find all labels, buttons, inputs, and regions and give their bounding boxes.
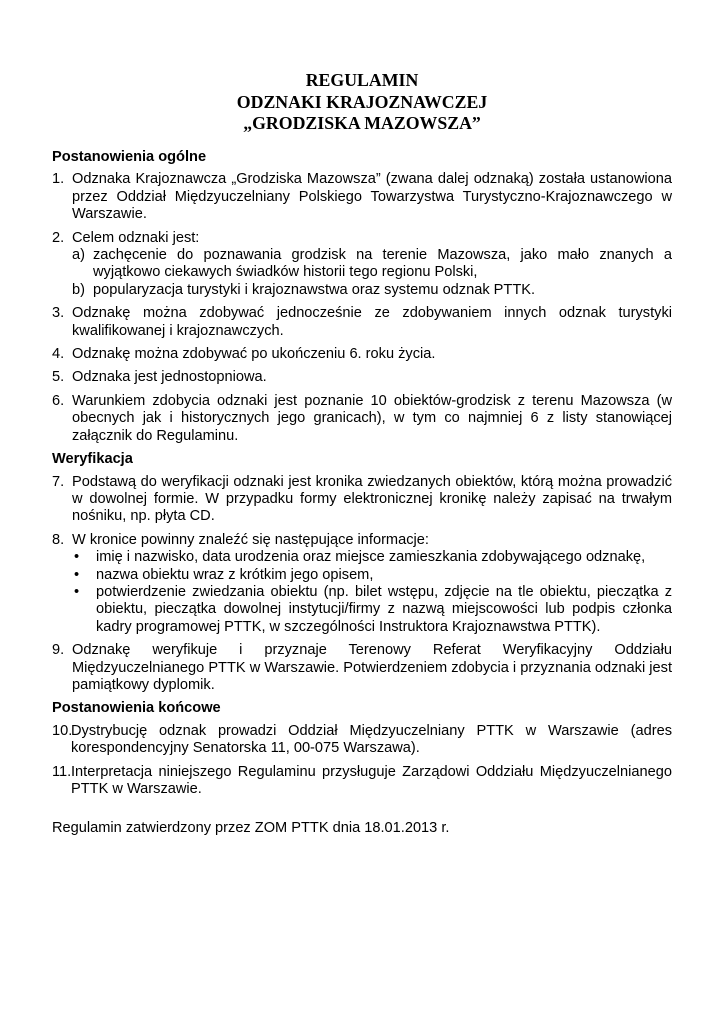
item-text: Odznakę można zdobywać po ukończeniu 6. roku życia.: [72, 346, 436, 363]
item-text: Odznaka Krajoznawcza „Grodziska Mazowsza” (zwana dalej odznaką) została ustanowiona przez Oddział Międzyuczelniany Polskiego Towarzystwa Turystyczno-Krajoznawczego w Warszawie.: [72, 171, 672, 223]
item-body: [72, 532, 672, 636]
item-text: Podstawą do weryfikacji odznaki jest kronika zwiedzanych obiektów, którą można prowadzić w dowolnej formie. W przypadku formy elektronicznej kronikę należy zapisać na trwałym nośniku, np. płyta CD.: [72, 473, 672, 525]
bullet-text: potwierdzenie zwiedzania obiektu (np. bilet wstępu, zdjęcie na tle obiektu, pieczątka z obiektu, pieczątka dowolnej instytucji/firmy z nazwą miejscowości lub podpis członka kadry programowej PTTK, w szczególności Instruktora Krajoznawstwa PTTK).: [96, 583, 672, 635]
item-number: 1.: [52, 171, 65, 188]
bullet-item-2: [72, 567, 672, 584]
regulation-item-8: [52, 532, 672, 636]
regulation-item-2: [52, 230, 672, 300]
bullet-dot: •: [74, 583, 80, 600]
sub-item-text: popularyzacja turystyki i krajoznawstwa oraz systemu odznak PTTK.: [93, 281, 536, 298]
regulation-item-3: [52, 305, 672, 340]
item-number: 3.: [52, 305, 65, 322]
regulation-item-7: [52, 474, 672, 526]
item-text: Interpretacja niniejszego Regulaminu przysługuje Zarządowi Oddziału Międzyuczelnianego PTTK w Warszawie.: [71, 763, 672, 797]
regulation-item-6: [52, 393, 672, 445]
item-number: 6.: [52, 392, 65, 409]
regulation-item-9: [52, 642, 672, 694]
section-heading-final: Postanowienia końcowe: [52, 700, 221, 717]
item-number: 11.: [52, 763, 72, 780]
item-text: Dystrybucję odznak prowadzi Oddział Międzyuczelniany PTTK w Warszawie (adres korespondencyjny Senatorska 11, 00-075 Warszawa).: [71, 722, 672, 757]
sub-item-b: [72, 282, 672, 299]
sub-item-label: a): [72, 247, 85, 264]
sub-item-label: b): [72, 281, 85, 298]
regulation-item-10: [52, 723, 672, 758]
bullet-item-1: [72, 549, 672, 566]
title-line-1: REGULAMIN: [305, 70, 419, 90]
item-text: Odznakę można zdobywać jednocześnie ze zdobywaniem innych odznak turystyki kwalifikowanej i krajoznawczych.: [72, 305, 672, 339]
item-text: Celem odznaki jest:: [72, 229, 200, 246]
item-body: [72, 230, 672, 300]
item-text: Odznaka jest jednostopniowa.: [72, 369, 267, 386]
bullet-dot: •: [74, 549, 80, 566]
regulation-item-11: [52, 764, 672, 799]
item-text: Warunkiem zdobycia odznaki jest poznanie 10 obiektów-grodzisk z terenu Mazowsza (w obecnych jak i historycznych jego granicach), w tym co najmniej 6 z listy stanowiącej załącznik do Regulaminu.: [72, 392, 672, 444]
document-title: [0, 70, 724, 135]
section-heading-verification: Weryfikacja: [52, 451, 133, 468]
bullet-text: nazwa obiektu wraz z krótkim jego opisem,: [96, 566, 374, 583]
item-number: 8.: [52, 531, 65, 548]
item-number: 9.: [52, 642, 65, 659]
regulation-item-1: [52, 171, 672, 223]
bullet-item-3: [72, 584, 672, 636]
section-heading-general: Postanowienia ogólne: [52, 149, 207, 165]
sub-item-a: [72, 247, 672, 282]
item-text: Odznakę weryfikuje i przyznaje Terenowy Referat Weryfikacyjny Oddziału Międzyuczelnianego PTTK w Warszawie. Potwierdzeniem zdobycia i przyznania odznaki jest pamiątkowy dyplomik.: [72, 642, 672, 693]
bullet-dot: •: [74, 566, 80, 583]
regulation-item-4: [52, 346, 672, 363]
regulation-item-5: [52, 369, 672, 386]
bullet-text: imię i nazwisko, data urodzenia oraz miejsce zamieszkania zdobywającego odznakę,: [96, 549, 646, 566]
item-number: 7.: [52, 473, 65, 490]
item-number: 5.: [52, 369, 65, 386]
item-number: 2.: [52, 229, 65, 246]
title-line-2: ODZNAKI KRAJOZNAWCZEJ: [236, 91, 488, 112]
item-text: W kronice powinny znaleźć się następujące informacje:: [72, 531, 429, 548]
item-number: 10.: [52, 722, 73, 739]
item-number: 4.: [52, 346, 65, 363]
title-line-3: „GRODZISKA MAZOWSZA”: [243, 113, 481, 133]
approval-note: Regulamin zatwierdzony przez ZOM PTTK dnia 18.01.2013 r.: [52, 820, 450, 837]
sub-item-text: zachęcenie do poznawania grodzisk na terenie Mazowsza, jako mało znanych a wyjątkowo ciekawych świadków historii tego regionu Polski,: [93, 247, 672, 281]
document-body: [52, 149, 672, 838]
